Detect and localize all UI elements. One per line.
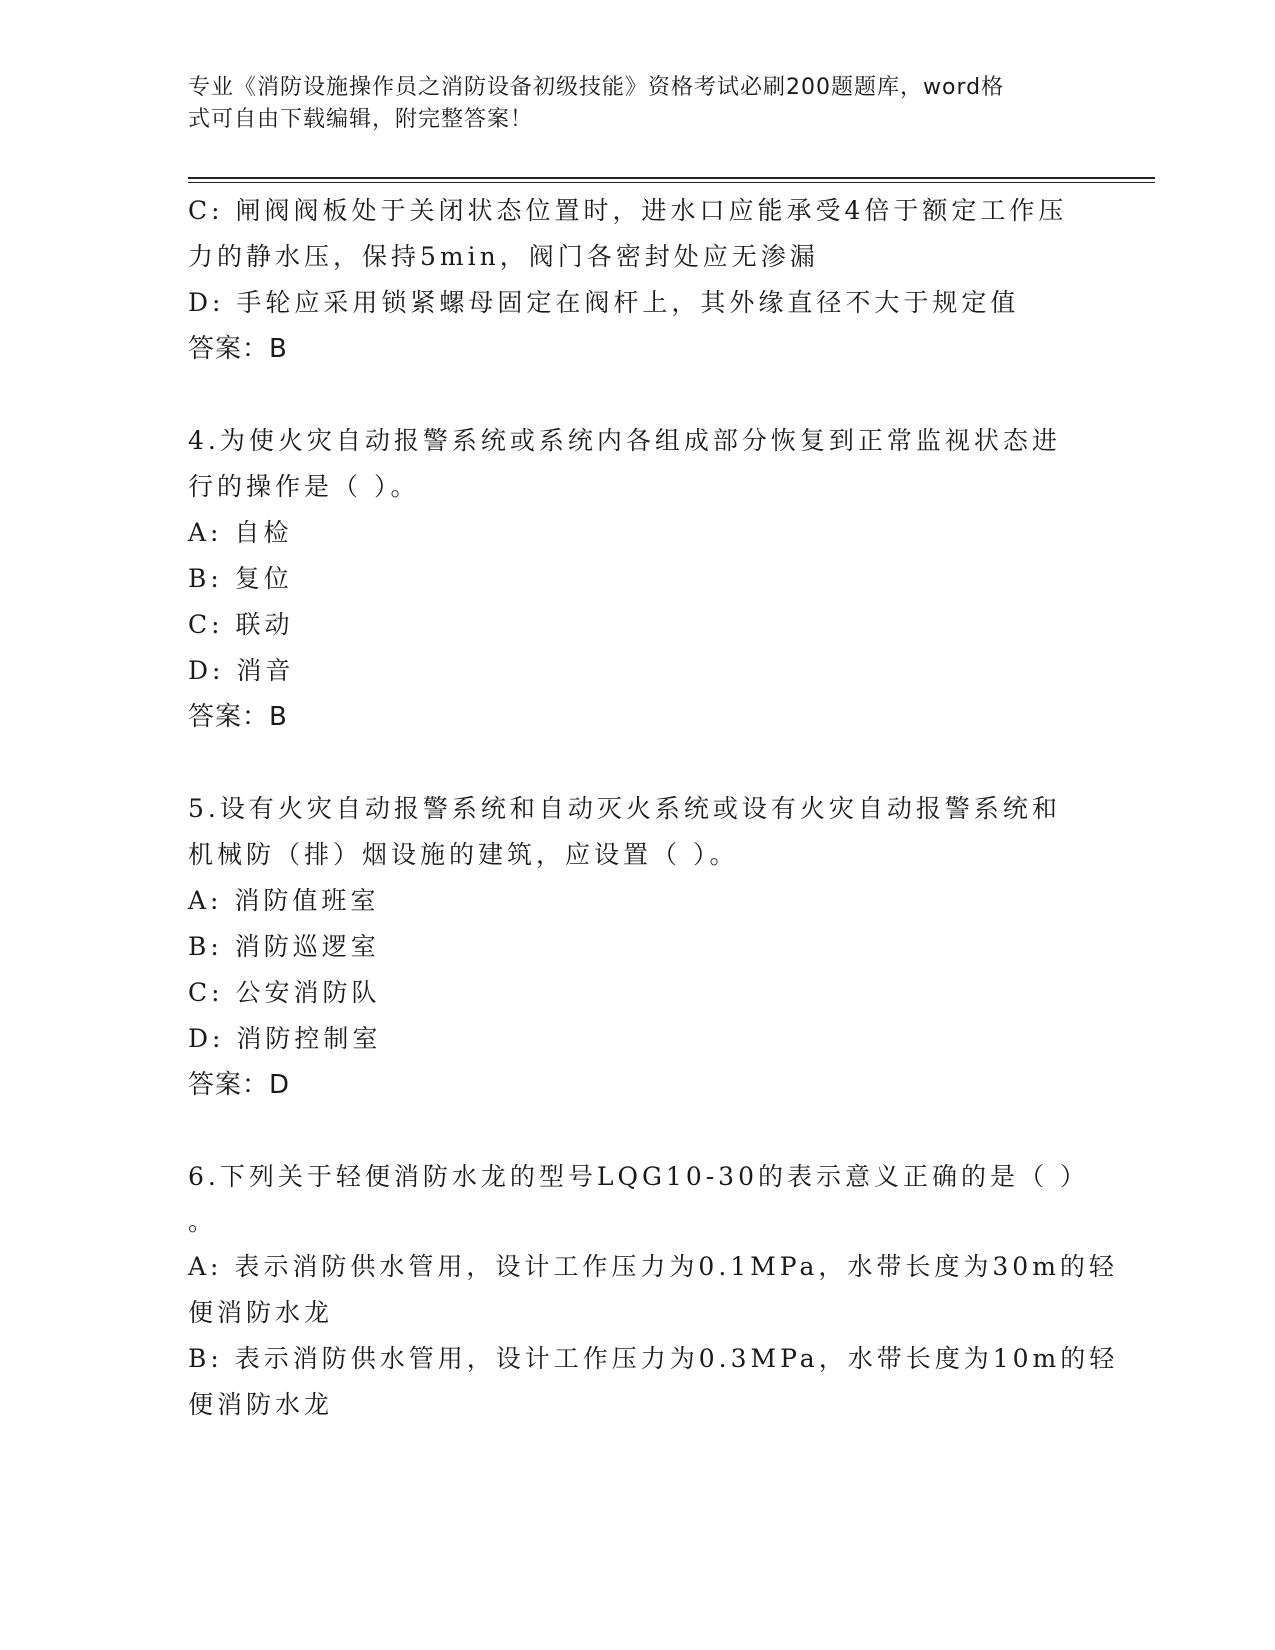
option-c-line-1: C: 闸阀阀板处于关闭状态位置时，进水口应能承受4倍于额定工作压 <box>188 196 1068 225</box>
question-stem-line-1: 4.为使火灾自动报警系统或系统内各组成部分恢复到正常监视状态进 <box>188 426 1061 455</box>
question-stem-line-2: 行的操作是（ ）。 <box>188 472 420 501</box>
document-header <box>188 72 1068 136</box>
question-content <box>188 188 1119 1428</box>
question-4 <box>188 418 1088 740</box>
spacer <box>188 740 1088 786</box>
option-a-line-1: A: 表示消防供水管用，设计工作压力为0.1MPa，水带长度为30m的轻 <box>188 1252 1118 1281</box>
question-3 <box>188 188 1088 372</box>
option-b-line-2: 便消防水龙 <box>188 1390 334 1419</box>
option-b-line-1: B: 表示消防供水管用，设计工作压力为0.3MPa，水带长度为10m的轻 <box>188 1344 1119 1373</box>
option-c: C: 公安消防队 <box>188 978 381 1007</box>
option-c: C: 联动 <box>188 610 294 639</box>
option-d: D: 手轮应采用锁紧螺母固定在阀杆上，其外缘直径不大于规定值 <box>188 288 1020 317</box>
header-line-1: 专业《消防设施操作员之消防设备初级技能》资格考试必刷200题题库，word格 <box>188 75 1005 100</box>
spacer <box>188 372 1088 418</box>
option-a: A: 自检 <box>188 518 293 547</box>
question-stem-line-2: 机械防（排）烟设施的建筑，应设置（ ）。 <box>188 840 739 869</box>
question-6 <box>188 1154 1119 1428</box>
question-5 <box>188 786 1088 1108</box>
header-divider-thin <box>188 182 1155 183</box>
option-d: D: 消音 <box>188 656 295 685</box>
question-stem-line-2: 。 <box>188 1207 218 1236</box>
option-c-line-2: 力的静水压，保持5min，阀门各密封处应无渗漏 <box>188 242 819 271</box>
question-stem-line-1: 6.下列关于轻便消防水龙的型号LQG10-30的表示意义正确的是（ ） <box>188 1162 1089 1191</box>
option-a: A: 消防值班室 <box>188 886 380 915</box>
option-d: D: 消防控制室 <box>188 1024 382 1053</box>
option-b: B: 复位 <box>188 564 293 593</box>
answer: 答案：B <box>188 334 288 364</box>
spacer <box>188 1108 1088 1154</box>
header-divider-thick <box>188 177 1155 179</box>
option-b: B: 消防巡逻室 <box>188 932 380 961</box>
answer: 答案：D <box>188 1070 291 1100</box>
answer: 答案：B <box>188 702 288 732</box>
header-line-2: 式可自由下载编辑，附完整答案！ <box>188 107 534 132</box>
option-a-line-2: 便消防水龙 <box>188 1298 334 1327</box>
question-stem-line-1: 5.设有火灾自动报警系统和自动灭火系统或设有火灾自动报警系统和 <box>188 794 1061 823</box>
